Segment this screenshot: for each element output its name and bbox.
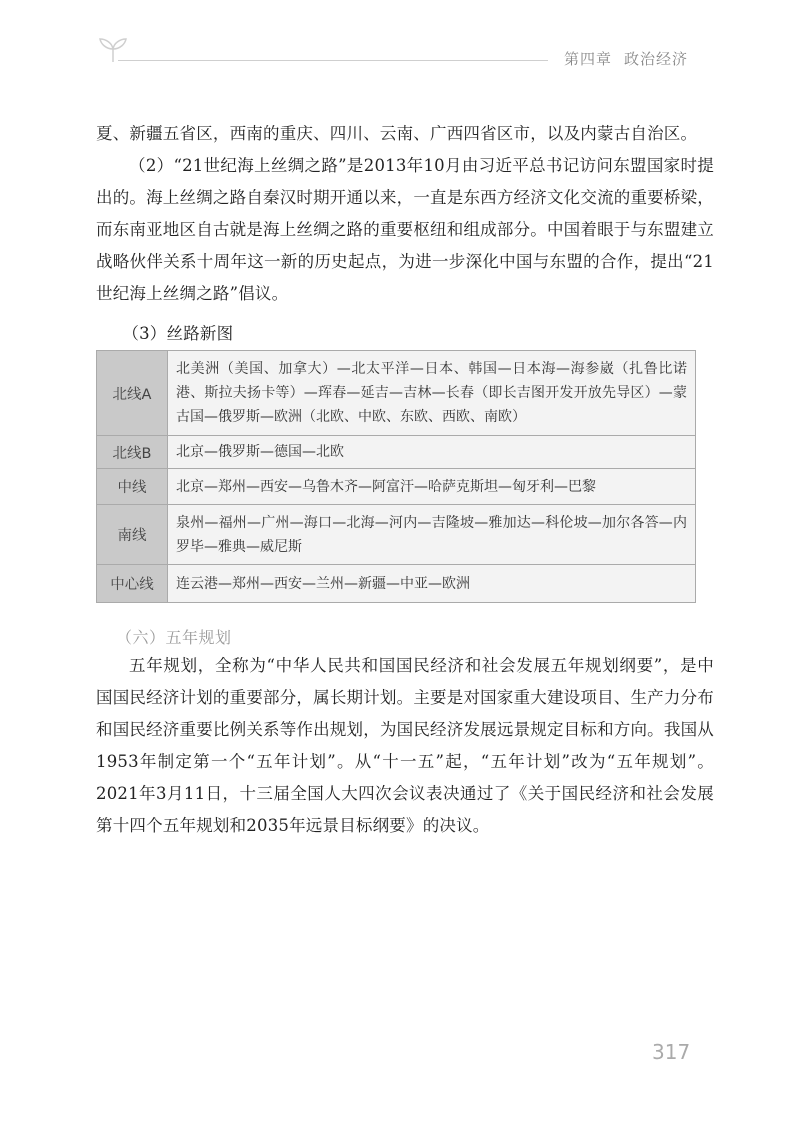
route-label: 中心线 <box>97 565 168 603</box>
paragraph-maritime-silk-road: （2）“21世纪海上丝绸之路”是2013年10月由习近平总书记访问东盟国家时提出的。海上丝绸之路自秦汉时期开通以来，一直是东西方经济文化交流的重要桥梁，而东南亚地区自古就是海上丝绸之路的重要枢纽和组成部分。中国着眼于与东盟建立战略伙伴关系十周年这一新的历史起点，为进一步深化中国与东盟的合作，提出“21世纪海上丝绸之路”倡议。 <box>96 156 714 303</box>
section-heading: （六）五年规划 <box>116 628 232 647</box>
route-path: 北京—俄罗斯—德国—北欧 <box>168 436 696 469</box>
route-label: 北线B <box>97 436 168 469</box>
table-row <box>97 436 696 469</box>
route-path: 泉州—福州—广州—海口—北海—河内—吉隆坡—雅加达—科伦坡—加尔各答—内罗毕—雅典—威尼斯 <box>168 505 696 565</box>
chapter-title: 政治经济 <box>624 50 689 68</box>
table-row <box>97 351 696 436</box>
paragraph-five-year-plan: 五年规划，全称为“中华人民共和国国民经济和社会发展五年规划纲要”，是中国国民经济计划的重要部分，属长期计划。主要是对国家重大建设项目、生产力分布和国民经济重要比例关系等作出规划，为国民经济发展远景规定目标和方向。我国从1953年制定第一个“五年计划”。从“十一五”起，“五年计划”改为“五年规划”。2021年3月11日，十三届全国人大四次会议表决通过了《关于国民经济和社会发展第十四个五年规划和2035年远景目标纲要》的决议。 <box>96 656 714 835</box>
paragraph-continuation: 夏、新疆五省区，西南的重庆、四川、云南、广西四省区市，以及内蒙古自治区。 <box>96 124 698 143</box>
table-row <box>97 469 696 505</box>
silk-road-routes-table <box>96 350 696 603</box>
table-row <box>97 565 696 603</box>
chapter-number: 第四章 <box>564 50 613 68</box>
route-label: 北线A <box>97 351 168 436</box>
route-label: 南线 <box>97 505 168 565</box>
header-rule <box>118 60 548 61</box>
route-path: 连云港—郑州—西安—兰州—新疆—中亚—欧洲 <box>168 565 696 603</box>
route-path: 北美洲（美国、加拿大）—北太平洋—日本、韩国—日本海—海参崴（扎鲁比诺港、斯拉夫扬卡等）—珲春—延吉—吉林—长春（即长吉图开发开放先导区）—蒙古国—俄罗斯—欧洲（北欧、中欧、东欧、西欧、南欧） <box>168 351 696 436</box>
route-label: 中线 <box>97 469 168 505</box>
page-header <box>0 0 800 80</box>
running-head <box>564 48 700 69</box>
paragraph-silk-road-map-heading: （3）丝路新图 <box>122 324 234 343</box>
table-row <box>97 505 696 565</box>
page-number: 317 <box>652 1040 691 1064</box>
route-path: 北京—郑州—西安—乌鲁木齐—阿富汗—哈萨克斯坦—匈牙利—巴黎 <box>168 469 696 505</box>
